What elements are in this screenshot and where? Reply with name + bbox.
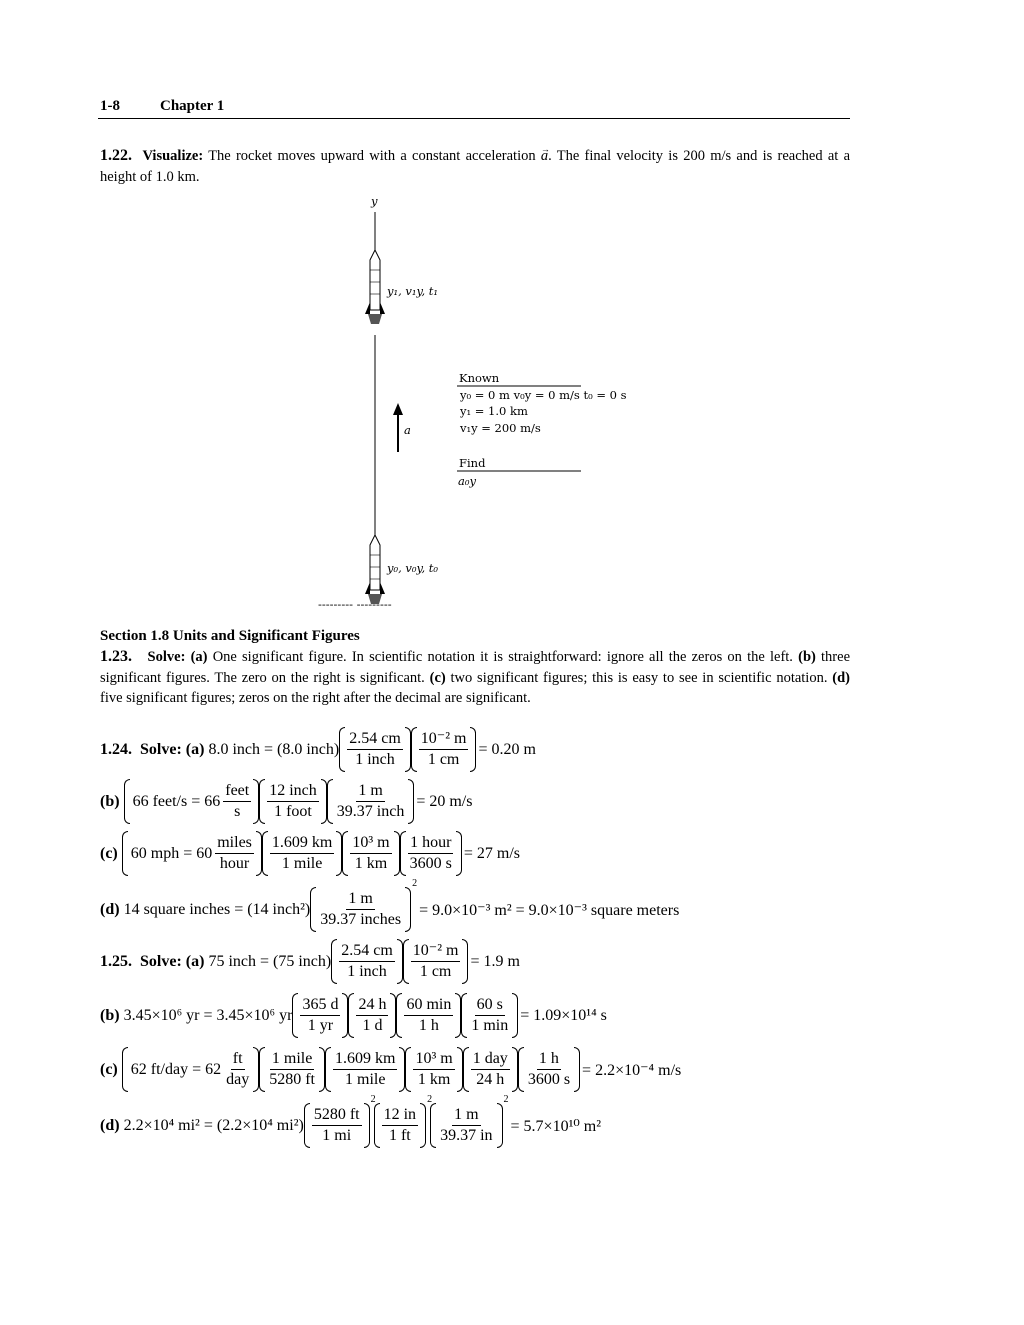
factor-numerator: 60 min	[404, 996, 453, 1016]
equation-lhs: 2.2×10⁴ mi² = (2.2×10⁴ mi²)	[123, 1116, 304, 1134]
equation-1-25-b	[100, 996, 609, 1035]
known-line-2: y₁ = 1.0 km	[460, 404, 528, 418]
part-a-label: (a)	[190, 649, 208, 665]
factor-numerator: ft	[231, 1050, 245, 1070]
factor-numerator: miles	[215, 834, 254, 854]
equation-1-24-b	[100, 782, 474, 821]
equation-rhs: = 1.09×10¹⁴ s	[520, 1006, 607, 1024]
part-c-label: (c)	[429, 669, 446, 686]
diagram-svg	[300, 190, 660, 620]
factor-numerator: 1 hour	[408, 834, 453, 854]
factor-numerator: 2.54 cm	[347, 730, 403, 750]
equation-1-25-d	[100, 1094, 603, 1145]
known-line-1: y₀ = 0 m v₀y = 0 m/s t₀ = 0 s	[460, 388, 627, 402]
bottom-state-label: y₀, v₀y, t₀	[387, 561, 439, 575]
exponent: 2	[370, 1094, 376, 1105]
equation-lhs: 62 ft/day = 62	[130, 1060, 222, 1078]
part-label: (d)	[100, 900, 120, 918]
equation-1-24-c	[100, 834, 522, 873]
equation-rhs: = 27 m/s	[463, 844, 520, 862]
solve-label: Solve:	[140, 952, 182, 970]
factor-denominator: day	[226, 1071, 250, 1088]
equation-rhs: = 20 m/s	[416, 792, 473, 810]
problem-1-22	[100, 146, 850, 187]
known-title: Known	[459, 371, 500, 385]
equation-rhs: = 9.0×10⁻³ m² = 9.0×10⁻³ square meters	[419, 901, 680, 919]
factor-numerator: 12 inch	[267, 782, 319, 802]
factor-denominator: 1 foot	[274, 803, 312, 820]
part-d-text: five significant figures; zeros on the right after the decimal are significant.	[100, 690, 531, 706]
factor-numerator: 1.609 km	[270, 834, 334, 854]
factor-denominator: 1 cm	[419, 963, 452, 980]
page-header	[98, 98, 850, 119]
factor-denominator: 3600 s	[409, 855, 452, 872]
factor-numerator: 12 in	[382, 1106, 418, 1126]
problem-number: 1.23.	[100, 648, 132, 665]
factor-denominator: 1 cm	[427, 751, 460, 768]
factor-denominator: hour	[219, 855, 250, 872]
factor-numerator: 365 d	[300, 996, 340, 1016]
part-d-label: (d)	[832, 669, 850, 686]
visualize-label: Visualize:	[142, 148, 204, 164]
factor-denominator: 39.37 inch	[336, 803, 405, 820]
problem-number: 1.25.	[100, 952, 132, 970]
factor-numerator: 60 s	[475, 996, 505, 1016]
factor-denominator: 1 km	[417, 1071, 451, 1088]
acceleration-label: a	[404, 423, 411, 437]
part-label: (a)	[185, 740, 205, 758]
factor-denominator: 1 d	[362, 1017, 383, 1034]
rocket-motion-diagram	[300, 190, 660, 620]
acceleration-vector: → a	[541, 148, 548, 164]
rocket-icon-top	[365, 250, 385, 324]
factor-denominator: 1 mile	[281, 855, 323, 872]
exponent: 2	[412, 878, 418, 889]
equation-lhs: 75 inch = (75 inch)	[208, 952, 332, 970]
factor-denominator: 1 mile	[345, 1071, 386, 1088]
part-b-label: (b)	[798, 649, 816, 665]
part-b-text: three significant figures. The zero on the right is significant.	[100, 649, 851, 686]
factor-numerator: 1 m	[346, 890, 374, 910]
y-axis-label: y	[371, 194, 378, 208]
solve-label: Solve:	[147, 649, 186, 665]
problem-text-2: . The final velocity is 200 m/s and is reached at a height of 1.0 km.	[100, 148, 851, 185]
factor-numerator: 1.609 km	[333, 1050, 397, 1070]
problem-number: 1.22.	[100, 147, 132, 164]
factor-numerator: 2.54 cm	[339, 942, 395, 962]
equation-rhs: = 1.9 m	[470, 952, 520, 970]
factor-numerator: 24 h	[356, 996, 388, 1016]
equation-1-25-c	[100, 1050, 683, 1089]
acceleration-arrow-icon	[393, 403, 403, 452]
part-label: (b)	[100, 1006, 120, 1024]
top-state-label: y₁, v₁y, t₁	[387, 284, 439, 298]
factor-denominator: 5280 ft	[269, 1071, 315, 1088]
factor-denominator: 1 km	[354, 855, 388, 872]
factor-numerator: 10⁻² m	[411, 942, 461, 962]
factor-numerator: 1 day	[471, 1050, 510, 1070]
section-heading: Section 1.8 Units and Significant Figures	[100, 628, 360, 644]
find-value: a₀y	[458, 474, 476, 488]
equation-lhs: 66 feet/s = 66	[132, 792, 221, 810]
factor-numerator: feet	[223, 782, 251, 802]
problem-number: 1.24.	[100, 740, 132, 758]
factor-denominator: 1 mi	[322, 1127, 352, 1144]
factor-denominator: 39.37 in	[440, 1127, 493, 1144]
factor-denominator: 39.37 inches	[320, 911, 402, 928]
exponent: 2	[427, 1094, 433, 1105]
exponent: 2	[503, 1094, 509, 1105]
equation-1-24-a	[100, 730, 538, 769]
factor-denominator: 1 inch	[347, 963, 387, 980]
find-title: Find	[459, 456, 486, 470]
factor-numerator: 1 m	[452, 1106, 480, 1126]
part-label: (c)	[100, 1060, 118, 1078]
factor-numerator: 10³ m	[413, 1050, 454, 1070]
factor-denominator: 1 min	[471, 1017, 509, 1034]
solve-label: Solve:	[140, 740, 182, 758]
equation-lhs: 8.0 inch = (8.0 inch)	[208, 740, 340, 758]
problem-1-23	[100, 647, 850, 709]
part-label: (a)	[185, 952, 205, 970]
factor-numerator: 10³ m	[350, 834, 391, 854]
factor-denominator: 1 yr	[307, 1017, 334, 1034]
known-line-3: v₁y = 200 m/s	[460, 421, 541, 435]
part-label: (d)	[100, 1116, 120, 1134]
page-number: 1-8	[100, 98, 120, 114]
factor-denominator: 1 ft	[388, 1127, 411, 1144]
equation-rhs: = 2.2×10⁻⁴ m/s	[582, 1061, 682, 1079]
equation-rhs: = 5.7×10¹⁰ m²	[510, 1117, 602, 1135]
problem-text-1: The rocket moves upward with a constant acceleration	[208, 148, 536, 164]
equation-1-24-d	[100, 878, 681, 929]
factor-denominator: 1 inch	[355, 751, 395, 768]
part-a-text: One significant figure. In scientific notation it is straightforward: ignore all the zeros on the left.	[212, 649, 793, 665]
rocket-icon-bottom	[365, 535, 385, 604]
equation-lhs: 3.45×10⁶ yr = 3.45×10⁶ yr	[123, 1006, 293, 1024]
factor-numerator: 1 mile	[270, 1050, 314, 1070]
equation-lhs: 60 mph = 60	[130, 844, 213, 862]
factor-denominator: 3600 s	[527, 1071, 571, 1088]
equation-lhs: 14 square inches = (14 inch²)	[123, 900, 311, 918]
factor-denominator: 24 h	[476, 1071, 505, 1088]
part-c-text: two significant figures; this is easy to see in scientific notation.	[450, 669, 828, 686]
chapter-title: Chapter 1	[160, 98, 225, 114]
part-label: (c)	[100, 844, 118, 862]
factor-denominator: 1 h	[418, 1017, 439, 1034]
equation-rhs: = 0.20 m	[478, 740, 536, 758]
factor-denominator: s	[234, 803, 241, 820]
factor-numerator: 5280 ft	[312, 1106, 362, 1126]
part-label: (b)	[100, 792, 120, 810]
factor-numerator: 1 h	[537, 1050, 561, 1070]
factor-numerator: 10⁻² m	[419, 730, 469, 750]
equation-1-25-a	[100, 942, 522, 981]
ground-line: --------- ---------	[318, 597, 392, 611]
factor-numerator: 1 m	[356, 782, 384, 802]
